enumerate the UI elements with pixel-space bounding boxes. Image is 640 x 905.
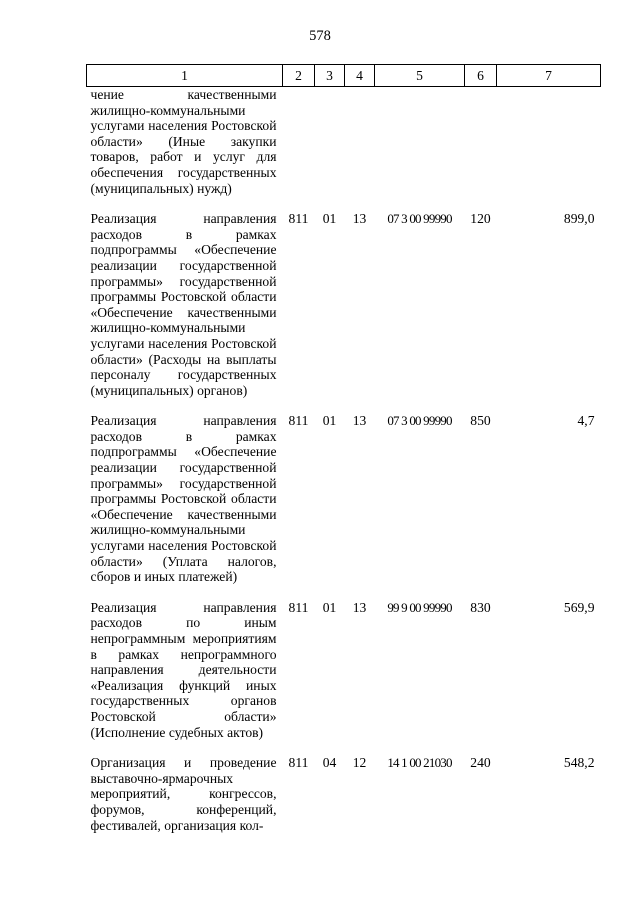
section-code: 01 xyxy=(322,211,337,227)
column-header: 6 xyxy=(465,65,497,87)
expense-type-code: 830 xyxy=(470,599,491,615)
section-code xyxy=(315,87,345,212)
row-description: чение качественными жилищно-коммунальными услугами населения Ростовской области» (Иные закупки товаров, работ и услуг для обеспечения государственных (муниципальных) нужд) xyxy=(90,87,277,196)
target-article-code: 07 3 00 99990 xyxy=(387,413,452,429)
page-number: 578 xyxy=(309,28,331,44)
column-header: 5 xyxy=(375,65,465,87)
amount-value: 569,9 xyxy=(563,599,595,615)
target-article-code: 07 3 00 99990 xyxy=(387,211,452,227)
amount-value: 548,2 xyxy=(563,755,595,771)
subsection-code: 12 xyxy=(352,755,367,771)
row-description: Организация и проведение выставочно-ярмарочных мероприятий, конгрессов, форумов, конференций, фестивалей, организация кол- xyxy=(90,755,277,833)
column-header: 7 xyxy=(497,65,601,87)
column-header: 2 xyxy=(283,65,315,87)
target-article-code xyxy=(375,87,465,212)
expense-type-code: 120 xyxy=(470,211,491,227)
amount-value xyxy=(497,87,601,212)
row-description: Реализация направления расходов по иным непрограммным мероприятиям в рамках непрограммного направления деятельности «Реализация функций иных государственных органов Ростовской области» (Исполнение судебных актов) xyxy=(90,599,277,740)
budget-table xyxy=(86,64,601,848)
ministry-code xyxy=(283,87,315,212)
table-row xyxy=(87,600,601,755)
header-row xyxy=(87,65,601,87)
subsection-code: 13 xyxy=(352,599,367,615)
subsection-code: 13 xyxy=(352,413,367,429)
amount-value: 899,0 xyxy=(563,211,595,227)
table-row xyxy=(87,755,601,848)
row-description: Реализация направления расходов в рамках подпрограммы «Обеспечение реализации государственной программы» государственной программы Ростовской области «Обеспечение качественными жилищно-коммунальными услугами населения Ростовской области» (Расходы на выплаты персоналу государственных (муниципальных) органов) xyxy=(90,211,277,398)
section-code: 01 xyxy=(322,599,337,615)
ministry-code: 811 xyxy=(288,211,309,227)
section-code: 04 xyxy=(322,755,337,771)
table-row xyxy=(87,413,601,600)
expense-type-code: 240 xyxy=(470,755,491,771)
ministry-code: 811 xyxy=(288,755,309,771)
column-header: 1 xyxy=(87,65,283,87)
column-header: 3 xyxy=(315,65,345,87)
table-row xyxy=(87,87,601,212)
expense-type-code xyxy=(465,87,497,212)
ministry-code: 811 xyxy=(288,413,309,429)
target-article-code: 14 1 00 21030 xyxy=(387,755,452,771)
ministry-code: 811 xyxy=(288,599,309,615)
target-article-code: 99 9 00 99990 xyxy=(387,599,452,615)
row-description: Реализация направления расходов в рамках подпрограммы «Обеспечение реализации государственной программы» государственной программы Ростовской области «Обеспечение качественными жилищно-коммунальными услугами населения Ростовской области» (Уплата налогов, сборов и иных платежей) xyxy=(90,413,277,585)
subsection-code xyxy=(345,87,375,212)
section-code: 01 xyxy=(322,413,337,429)
amount-value: 4,7 xyxy=(577,413,595,429)
column-header: 4 xyxy=(345,65,375,87)
expense-type-code: 850 xyxy=(470,413,491,429)
subsection-code: 13 xyxy=(352,211,367,227)
table-row xyxy=(87,211,601,413)
